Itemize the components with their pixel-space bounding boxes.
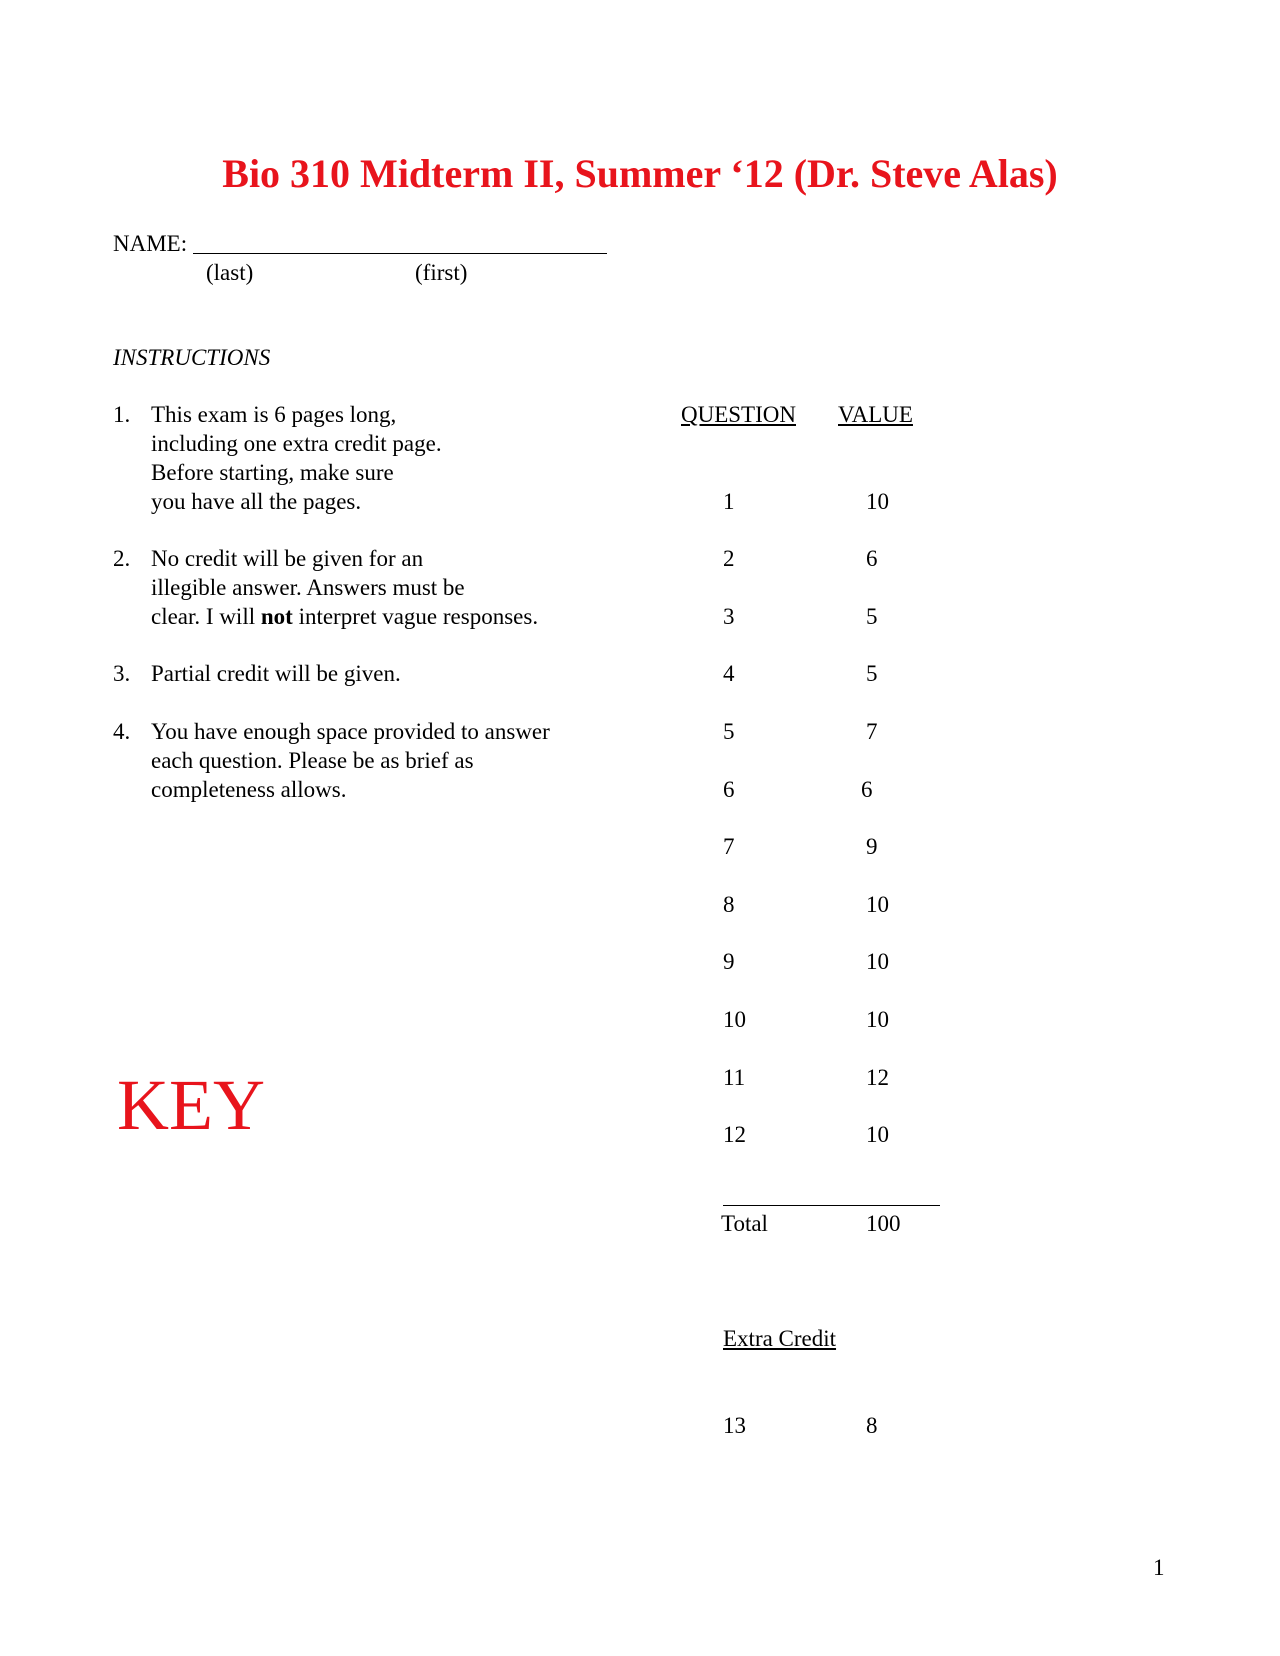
instruction-line: each question. Please be as brief as	[151, 748, 474, 773]
instruction-line-with-emphasis	[151, 602, 538, 631]
name-first-hint: (first)	[415, 260, 468, 285]
question-value: 7	[866, 719, 878, 744]
question-value: 10	[866, 949, 889, 974]
page-title: Bio 310 Midterm II, Summer ‘12 (Dr. Steve Alas)	[222, 151, 1058, 196]
name-blank-line	[193, 253, 607, 254]
answer-key-stamp: KEY	[117, 1065, 265, 1145]
instruction-emphasis: not	[260, 604, 293, 629]
question-value: 10	[866, 892, 889, 917]
question-value: 9	[866, 834, 878, 859]
question-value: 6	[866, 546, 878, 571]
question-value: 10	[866, 489, 889, 514]
total-rule	[723, 1205, 940, 1206]
question-number: 7	[723, 834, 735, 859]
question-value: 10	[866, 1007, 889, 1032]
instruction-number: 4.	[113, 719, 131, 744]
page-number: 1	[1153, 1555, 1165, 1580]
extra-credit-label: Extra Credit	[723, 1326, 837, 1351]
question-number: 5	[723, 719, 735, 744]
instruction-line: No credit will be given for an	[151, 546, 424, 571]
instruction-line: Before starting, make sure	[151, 460, 394, 485]
total-label: Total	[721, 1211, 768, 1236]
instruction-text: interpret vague responses.	[292, 604, 539, 629]
question-number: 3	[723, 604, 735, 629]
instruction-line: You have enough space provided to answer	[151, 719, 550, 744]
name-last-hint: (last)	[206, 260, 254, 285]
instruction-line: Partial credit will be given.	[151, 661, 401, 686]
question-value: 5	[866, 604, 878, 629]
instructions-heading: INSTRUCTIONS	[113, 345, 271, 370]
question-value: 6	[861, 777, 873, 802]
extra-credit-value: 8	[866, 1413, 878, 1438]
instruction-line: including one extra credit page.	[151, 431, 442, 456]
instruction-line: completeness allows.	[151, 777, 347, 802]
question-column-header: QUESTION	[681, 402, 796, 427]
name-label: NAME:	[113, 231, 188, 256]
question-value: 10	[866, 1122, 889, 1147]
question-value: 12	[866, 1065, 889, 1090]
instruction-text: clear. I will	[151, 604, 261, 629]
question-value: 5	[866, 661, 878, 686]
question-number: 6	[723, 777, 735, 802]
instruction-line: you have all the pages.	[151, 489, 362, 514]
value-column-header: VALUE	[838, 402, 913, 427]
instruction-number: 2.	[113, 546, 131, 571]
instruction-line: This exam is 6 pages long,	[151, 402, 397, 427]
question-number: 12	[723, 1122, 746, 1147]
instruction-number: 1.	[113, 402, 131, 427]
question-number: 10	[723, 1007, 746, 1032]
extra-credit-question: 13	[723, 1413, 746, 1438]
total-value: 100	[866, 1211, 901, 1236]
question-number: 2	[723, 546, 735, 571]
question-number: 1	[723, 489, 735, 514]
question-number: 9	[723, 949, 735, 974]
instruction-number: 3.	[113, 661, 131, 686]
question-number: 4	[723, 661, 735, 686]
instruction-line: illegible answer. Answers must be	[151, 575, 465, 600]
question-number: 11	[723, 1065, 746, 1090]
question-number: 8	[723, 892, 735, 917]
